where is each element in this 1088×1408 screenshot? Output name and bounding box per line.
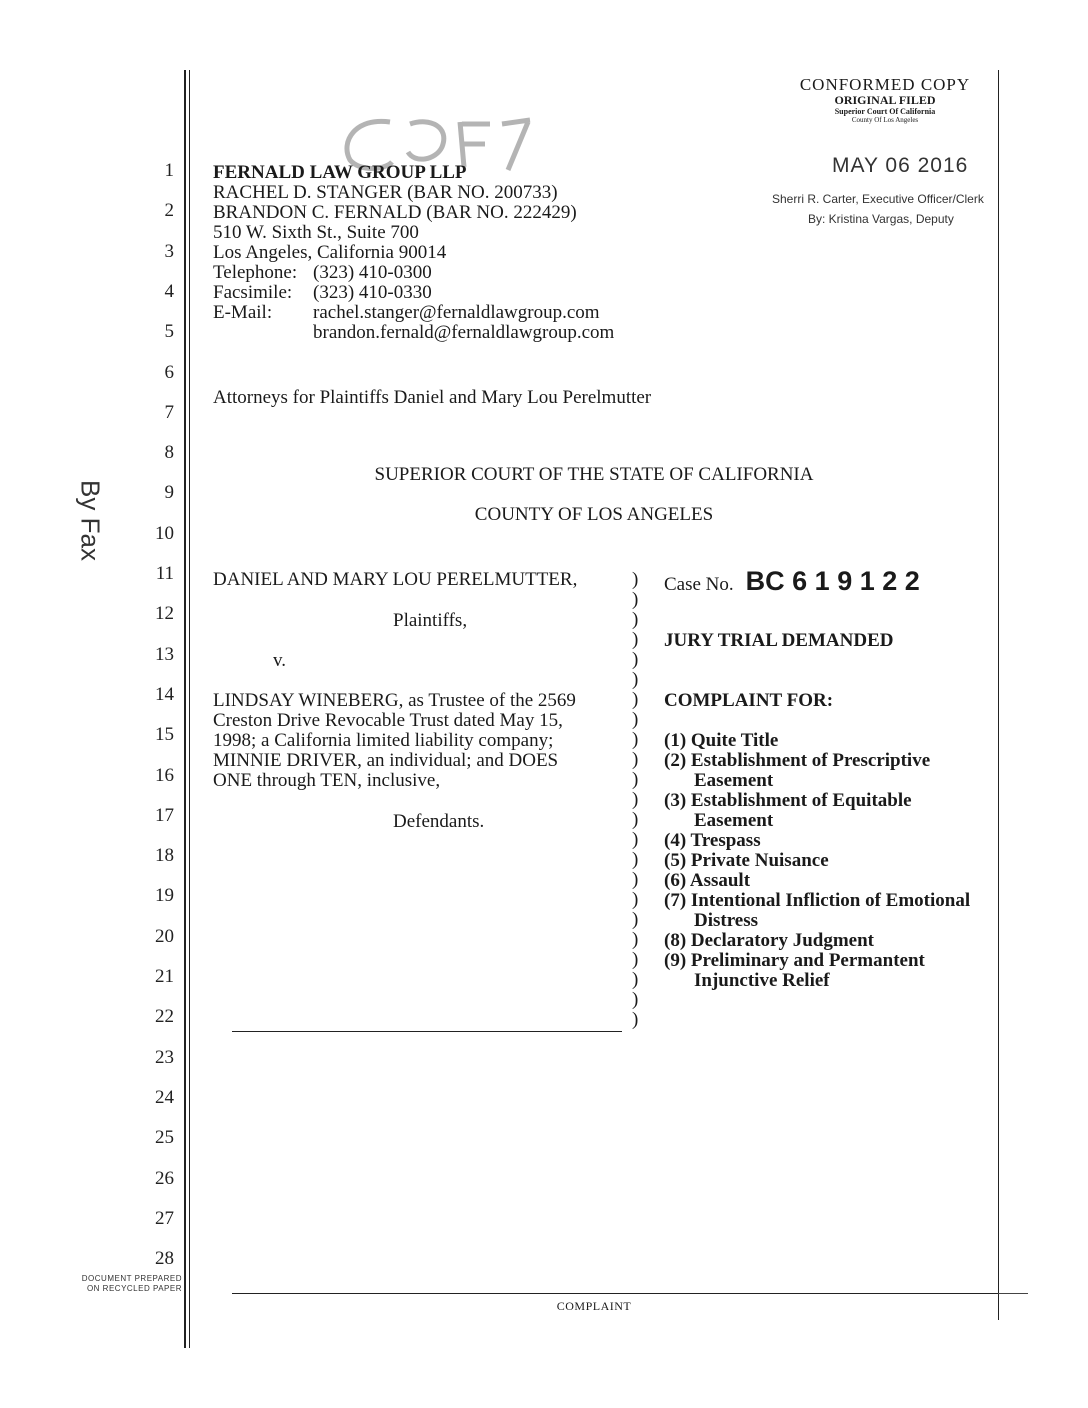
defendant-line: 1998; a California limited liability company; (213, 730, 554, 751)
facsimile-row (213, 283, 733, 303)
line-number: 20 (155, 925, 174, 947)
attorneys-for: Attorneys for Plaintiffs Daniel and Mary Lou Perelmutter (213, 387, 652, 408)
case-number-row (664, 566, 920, 597)
line-number: 1 (164, 160, 174, 181)
line-number: 4 (164, 280, 174, 302)
footer-title: COMPLAINT (556, 1299, 632, 1313)
telephone-number: (323) 410-0300 (313, 262, 432, 283)
causes-of-action-list (664, 731, 970, 991)
line-number: 6 (164, 361, 174, 383)
caption-parenthesis-column (632, 570, 644, 1030)
left-margin-rule-outer (184, 70, 186, 1348)
line-number: 12 (155, 603, 174, 625)
caption-parenthesis: ) (632, 729, 639, 750)
caption-parenthesis: ) (632, 749, 639, 770)
defendant-line: MINNIE DRIVER, an individual; and DOES (213, 750, 559, 771)
conformed-copy-stamp (780, 76, 990, 124)
footer-rule-ext (998, 1293, 1028, 1294)
caption-parenthesis: ) (632, 769, 639, 790)
court-name: SUPERIOR COURT OF THE STATE OF CALIFORNIA (374, 464, 814, 485)
cause-of-action: (5) Private Nuisance (664, 850, 829, 871)
line-number: 15 (155, 724, 174, 746)
caption-parenthesis: ) (632, 929, 639, 950)
facsimile-label: Facsimile: (213, 282, 293, 303)
address-line-2: Los Angeles, California 90014 (213, 242, 447, 263)
email-label: E-Mail: (213, 302, 273, 323)
line-number: 26 (155, 1167, 174, 1189)
caption-parenthesis: ) (632, 949, 639, 970)
by-fax-label: By Fax (75, 480, 106, 561)
caption-parenthesis: ) (632, 609, 639, 630)
telephone-label: Telephone: (213, 262, 298, 283)
cause-of-action: Distress (694, 910, 759, 931)
caption-parenthesis: ) (632, 849, 639, 870)
line-number: 25 (155, 1127, 174, 1149)
executive-officer: Sherri R. Carter, Executive Officer/Clerk (772, 192, 984, 206)
case-number: BC 6 1 9 1 2 2 (745, 566, 920, 596)
line-number: 13 (155, 643, 174, 665)
case-no-label: Case No. (664, 574, 734, 595)
cause-of-action: (7) Intentional Infliction of Emotional (664, 890, 971, 911)
telephone-row (213, 263, 733, 283)
defendants-label: Defendants. (393, 811, 485, 832)
line-number: 14 (155, 683, 174, 705)
cause-of-action: Easement (694, 810, 774, 831)
line-number: 28 (155, 1248, 174, 1270)
defendants-names (213, 691, 576, 791)
caption-parenthesis: ) (632, 869, 639, 890)
jury-trial-demanded: JURY TRIAL DEMANDED (664, 630, 894, 651)
line-number: 21 (155, 966, 174, 987)
recycled-note-line: DOCUMENT PREPARED (81, 1274, 182, 1283)
stamp-conformed-copy: CONFORMED COPY (799, 75, 971, 94)
attorney-1: RACHEL D. STANGER (BAR NO. 200733) (213, 182, 558, 203)
attorney-2: BRANDON C. FERNALD (BAR NO. 222429) (213, 202, 577, 223)
line-number: 27 (155, 1207, 174, 1229)
footer-rule (232, 1293, 998, 1294)
caption-rule (232, 1031, 622, 1032)
caption-parenthesis: ) (632, 569, 639, 590)
cause-of-action: (6) Assault (664, 870, 751, 891)
cause-of-action: (4) Trespass (664, 830, 761, 851)
cause-of-action: (8) Declaratory Judgment (664, 930, 875, 951)
cause-of-action: (2) Establishment of Prescriptive (664, 750, 931, 771)
defendant-line: LINDSAY WINEBERG, as Trustee of the 2569 (213, 690, 576, 711)
deputy-clerk: By: Kristina Vargas, Deputy (808, 212, 954, 226)
firm-name: FERNALD LAW GROUP LLP (213, 162, 467, 183)
line-number: 11 (155, 563, 174, 584)
address-line-1: 510 W. Sixth St., Suite 700 (213, 222, 419, 243)
line-number: 23 (155, 1046, 174, 1068)
caption-parenthesis: ) (632, 1009, 639, 1030)
line-number: 18 (155, 845, 174, 867)
stamp-original-filed: ORIGINAL FILED (834, 93, 936, 107)
line-number: 17 (155, 804, 174, 826)
line-number: 7 (164, 401, 174, 423)
line-number: 5 (164, 321, 174, 343)
caption-parenthesis: ) (632, 789, 639, 810)
cause-of-action: (3) Establishment of Equitable (664, 790, 912, 811)
cause-of-action: Injunctive Relief (694, 970, 830, 991)
right-margin-rule (998, 70, 999, 1320)
caption-parenthesis: ) (632, 989, 639, 1010)
stamp-court-line2: County Of Los Angeles (851, 116, 919, 124)
facsimile-number: (323) 410-0330 (313, 282, 432, 303)
stamp-court-line1: Superior Court Of California (834, 107, 936, 116)
email-2: brandon.fernald@fernaldlawgroup.com (313, 322, 615, 343)
line-number: 19 (155, 885, 174, 907)
plaintiffs-names: DANIEL AND MARY LOU PERELMUTTER, (213, 569, 578, 590)
cause-of-action: (9) Preliminary and Permantent (664, 950, 925, 971)
line-number: 10 (155, 522, 174, 544)
caption-parenthesis: ) (632, 969, 639, 990)
filed-date: MAY 06 2016 (832, 154, 969, 177)
left-margin-rule-inner (189, 70, 190, 1348)
court-county: COUNTY OF LOS ANGELES (474, 504, 714, 525)
caption-parenthesis: ) (632, 909, 639, 930)
line-number: 22 (155, 1006, 174, 1028)
recycled-note-line: ON RECYCLED PAPER (86, 1284, 182, 1293)
caption-parenthesis: ) (632, 689, 639, 710)
defendant-line: Creston Drive Revocable Trust dated May 15, (213, 710, 563, 731)
caption-parenthesis: ) (632, 649, 639, 670)
line-number: 2 (164, 200, 174, 222)
caption-parenthesis: ) (632, 809, 639, 830)
email-row (213, 303, 733, 323)
recycled-paper-note (60, 1274, 182, 1294)
complaint-for: COMPLAINT FOR: (664, 690, 834, 711)
caption-parenthesis: ) (632, 629, 639, 650)
line-number: 9 (164, 482, 174, 504)
cause-of-action: (1) Quite Title (664, 730, 779, 751)
line-number: 8 (164, 442, 174, 464)
defendant-line: ONE through TEN, inclusive, (213, 770, 441, 791)
caption-parenthesis: ) (632, 709, 639, 730)
caption-parenthesis: ) (632, 669, 639, 690)
plaintiffs-label: Plaintiffs, (393, 610, 468, 631)
line-number: 16 (155, 764, 174, 786)
caption-parenthesis: ) (632, 889, 639, 910)
caption-parenthesis: ) (632, 829, 639, 850)
cause-of-action: Easement (694, 770, 774, 791)
versus: v. (273, 650, 287, 671)
attorney-block (213, 163, 733, 343)
email-1: rachel.stanger@fernaldlawgroup.com (313, 302, 600, 323)
line-number: 3 (164, 240, 174, 262)
line-number: 24 (155, 1086, 174, 1108)
caption-parenthesis: ) (632, 589, 639, 610)
email-row-2 (213, 323, 733, 343)
